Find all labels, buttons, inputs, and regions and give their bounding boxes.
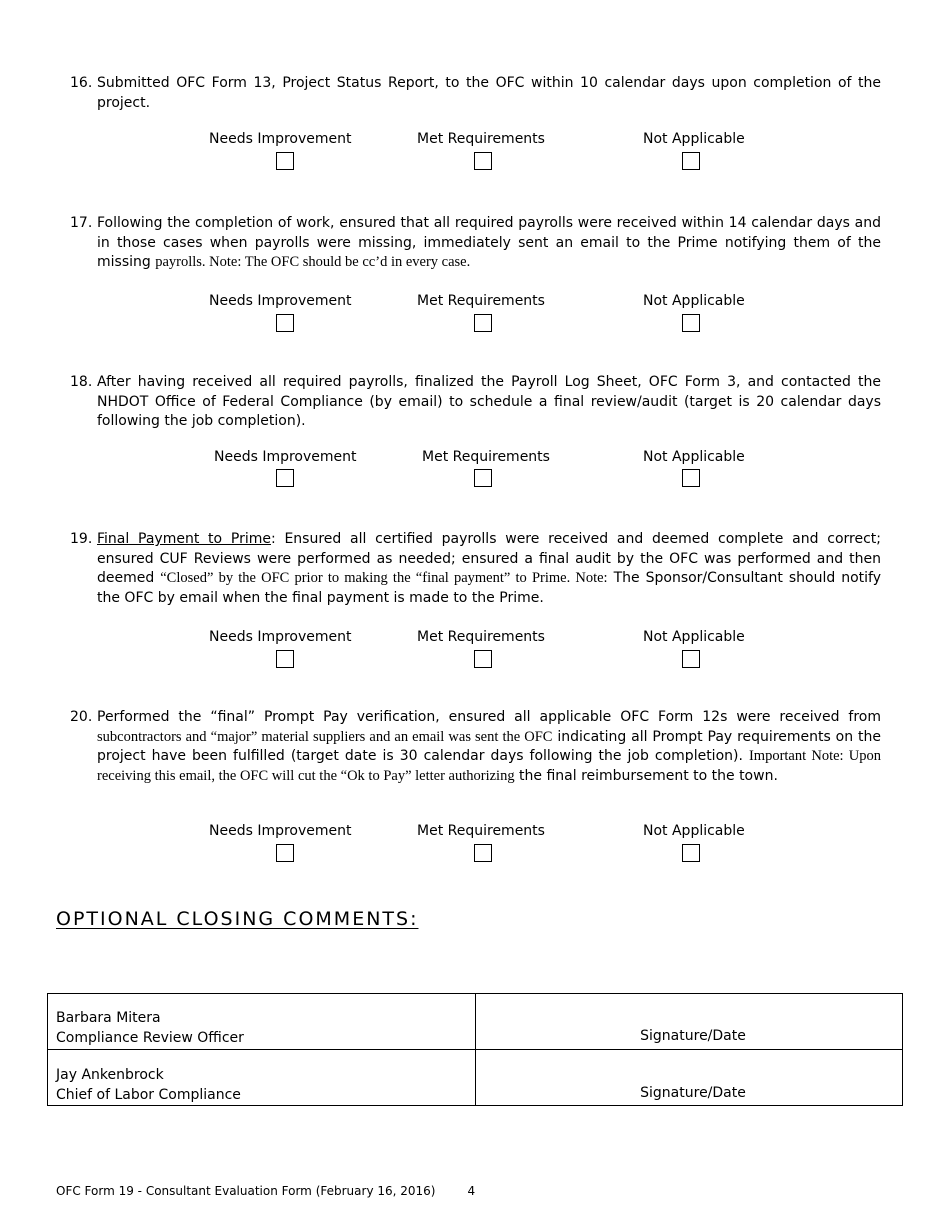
signature-row [48, 994, 903, 1050]
question-text: After having received all required payrolls, finalized the Payroll Log Sheet, OFC Form 3, and contacted the NHDOT Office of Federal Compliance (by email) to schedule a final review/audit (target is 20 calendar days following the job completion). [97, 374, 881, 430]
question-19 [70, 530, 881, 609]
option-needs-improvement-20 [209, 823, 352, 839]
signature-date-label: Signature/Date [640, 1028, 746, 1044]
checkbox-needs-improvement-20[interactable] [276, 844, 294, 862]
option-needs-improvement-16 [209, 131, 352, 147]
signature-cell[interactable] [476, 1050, 903, 1106]
question-number: 16. [70, 75, 93, 91]
option-label: Met Requirements [417, 823, 545, 839]
question-number: 18. [70, 374, 93, 390]
signer-cell [48, 1050, 476, 1106]
option-label: Needs Improvement [209, 131, 352, 147]
signer-title: Compliance Review Officer [56, 1029, 244, 1046]
option-label: Needs Improvement [214, 449, 357, 465]
checkbox-needs-improvement-18[interactable] [276, 469, 294, 487]
checkbox-needs-improvement-19[interactable] [276, 650, 294, 668]
closing-comments-heading: OPTIONAL CLOSING COMMENTS: [56, 908, 419, 930]
checkbox-not-applicable-16[interactable] [682, 152, 700, 170]
question-text [97, 708, 881, 787]
option-not-applicable-19 [643, 629, 745, 645]
checkbox-not-applicable-17[interactable] [682, 314, 700, 332]
option-label: Not Applicable [643, 823, 745, 839]
question-text: Submitted OFC Form 13, Project Status Report, to the OFC within 10 calendar days upon completion of the project. [97, 75, 881, 111]
option-met-requirements-17 [417, 293, 545, 309]
checkbox-not-applicable-19[interactable] [682, 650, 700, 668]
signer-info [56, 1066, 241, 1105]
checkbox-met-requirements-16[interactable] [474, 152, 492, 170]
option-not-applicable-18 [643, 449, 745, 465]
text-part: Important Note: Upon receiving this email, the OFC will cut the “Ok to Pay” letter authorizing [97, 748, 881, 785]
option-not-applicable-16 [643, 131, 745, 147]
option-needs-improvement-17 [209, 293, 352, 309]
option-needs-improvement-19 [209, 629, 352, 645]
signature-date-label: Signature/Date [640, 1085, 746, 1101]
question-number: 20. [70, 709, 93, 725]
checkbox-not-applicable-20[interactable] [682, 844, 700, 862]
option-needs-improvement-18 [214, 449, 357, 465]
option-label: Needs Improvement [209, 293, 352, 309]
option-not-applicable-20 [643, 823, 745, 839]
question-20 [70, 708, 881, 787]
text-part: the final reimbursement to the town. [514, 768, 778, 785]
question-number: 17. [70, 215, 93, 231]
option-label: Met Requirements [417, 293, 545, 309]
signer-info [56, 1009, 244, 1048]
option-label: Met Requirements [417, 131, 545, 147]
question-16 [70, 74, 881, 113]
checkbox-met-requirements-17[interactable] [474, 314, 492, 332]
option-met-requirements-20 [417, 823, 545, 839]
option-label: Not Applicable [643, 131, 745, 147]
signer-name: Barbara Mitera [56, 1010, 161, 1026]
page-footer [56, 1184, 475, 1198]
option-met-requirements-18 [422, 449, 550, 465]
text-part: Performed the “final” Prompt Pay verification, ensured all applicable OFC Form 12s were received from [97, 709, 881, 725]
option-not-applicable-17 [643, 293, 745, 309]
text-part: Following the completion of work, ensured that all required payrolls were received within 14 calendar days and in those cases when payrolls were missing, immediately sent an email to the Prime notifying them of the missing [97, 215, 881, 271]
option-met-requirements-16 [417, 131, 545, 147]
option-label: Not Applicable [643, 293, 745, 309]
option-label: Needs Improvement [209, 629, 352, 645]
question-17 [70, 214, 881, 273]
option-label: Met Requirements [422, 449, 550, 465]
checkbox-not-applicable-18[interactable] [682, 469, 700, 487]
footer-form-title: OFC Form 19 - Consultant Evaluation Form (February 16, 2016) [56, 1184, 436, 1198]
question-18 [70, 373, 881, 432]
option-label: Not Applicable [643, 629, 745, 645]
checkbox-met-requirements-20[interactable] [474, 844, 492, 862]
checkbox-met-requirements-19[interactable] [474, 650, 492, 668]
checkbox-needs-improvement-16[interactable] [276, 152, 294, 170]
option-label: Met Requirements [417, 629, 545, 645]
signer-name: Jay Ankenbrock [56, 1067, 164, 1083]
question-text [97, 214, 881, 273]
text-part: The Sponsor/Consultant should notify the OFC by email when the final payment is made to the Prime. [97, 570, 881, 607]
signer-title: Chief of Labor Compliance [56, 1086, 241, 1103]
text-part: indicating all Prompt Pay requirements on the project have been fulfilled (target date is 30 calendar days following the job completion). [97, 728, 881, 765]
text-part: payrolls. Note: The OFC should be cc’d in every case. [155, 254, 471, 271]
question-title: Final Payment to Prime [97, 531, 271, 547]
signature-table [47, 993, 903, 1106]
option-label: Not Applicable [643, 449, 745, 465]
text-part: “Closed” by the OFC prior to making the “final payment” to Prime. Note: [160, 570, 608, 587]
page-number: 4 [467, 1184, 476, 1198]
signature-cell[interactable] [476, 994, 903, 1050]
signature-row [48, 1050, 903, 1106]
checkbox-met-requirements-18[interactable] [474, 469, 492, 487]
checkbox-needs-improvement-17[interactable] [276, 314, 294, 332]
question-text [97, 530, 881, 609]
signer-cell [48, 994, 476, 1050]
question-number: 19. [70, 531, 93, 547]
option-met-requirements-19 [417, 629, 545, 645]
text-part: : Ensured all certified payrolls were received and deemed complete and correct; ensured CUF Reviews were performed as needed; ensured a final audit by the OFC was performed and then deemed [97, 531, 881, 587]
text-part: subcontractors and “major” material suppliers and an email was sent the OFC [97, 728, 553, 745]
option-label: Needs Improvement [209, 823, 352, 839]
